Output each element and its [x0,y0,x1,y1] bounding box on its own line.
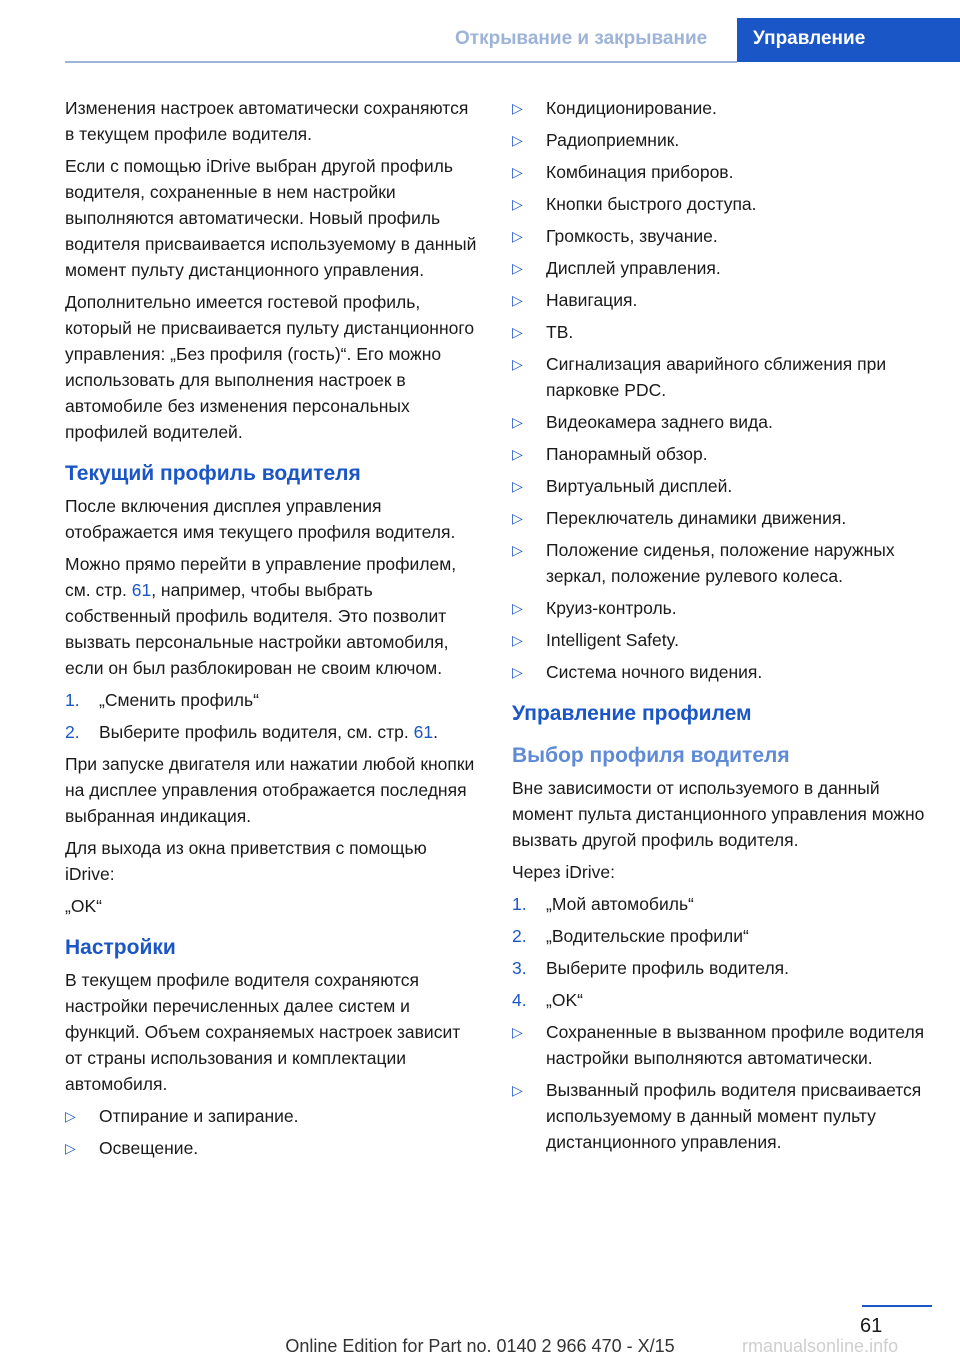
triangle-right-icon: ▷ [512,260,523,276]
list-item [512,505,932,531]
paragraph: Если с помощью iDrive выбран другой профиль водителя, сохраненные в нем настройки выполняются автоматически. Новый профиль водителя присваивается используемому в данный момент пульту дистанционного управления. [65,156,477,280]
bullet-text: Система ночного видения. [546,662,763,682]
list-item [65,719,477,745]
step-number: 3. [512,958,527,978]
text: Можно прямо перейти в управление профилем, см. стр. [65,554,457,600]
triangle-right-icon: ▷ [512,542,523,558]
list-item [512,319,932,345]
bullet-text: Отпирание и запирание. [99,1106,299,1126]
watermark: rmanualsonline.info [742,1336,899,1356]
triangle-right-icon: ▷ [512,510,523,526]
triangle-right-icon: ▷ [512,292,523,308]
list-item [512,595,932,621]
triangle-right-icon: ▷ [512,664,523,680]
step-text: „Сменить профиль“ [99,690,259,710]
step-number: 1. [512,894,527,914]
left-column [65,95,477,1167]
right-column [512,95,932,1161]
step-number: 2. [65,722,80,742]
heading-profile-management: Управление профилем [512,702,752,725]
triangle-right-icon: ▷ [512,132,523,148]
paragraph: „OK“ [65,896,102,916]
paragraph: После включения дисплея управления отображается имя текущего профиля водителя. [65,496,456,542]
bullet-text: Освещение. [99,1138,199,1158]
bullet-text: Вызванный профиль водителя присваивается используемому в данный момент пульту дистанционного управления. [546,1080,922,1152]
page-number: 61 [860,1315,883,1337]
list-item [512,955,932,981]
heading-select-profile: Выбор профиля водителя [512,744,790,767]
list-item [65,1135,477,1161]
bullet-text: Навигация. [546,290,638,310]
page-header [0,0,960,62]
header-rule [65,61,737,63]
triangle-right-icon: ▷ [65,1108,76,1124]
step-text: Выберите профиль водителя. [546,958,789,978]
triangle-right-icon: ▷ [512,1082,523,1098]
paragraph: В текущем профиле водителя сохраняются настройки перечисленных далее систем и функций. Объем сохраняемых настроек зависит от страны использования и комплектации автомобиля. [65,970,461,1094]
bullet-text: Переключатель динамики движения. [546,508,847,528]
paragraph: Изменения настроек автоматически сохраняются в текущем профиле водителя. [65,98,469,144]
page-reference-link[interactable]: 61 [131,580,152,600]
list-item [512,255,932,281]
bullet-text: Видеокамера заднего вида. [546,412,773,432]
step-number: 2. [512,926,527,946]
text: . [433,722,438,742]
triangle-right-icon: ▷ [512,478,523,494]
heading-current-profile: Текущий профиль водителя [65,462,361,485]
bullet-text: Виртуальный дисплей. [546,476,733,496]
list-item [512,409,932,435]
triangle-right-icon: ▷ [512,1024,523,1040]
paragraph [65,551,477,681]
list-item [512,127,932,153]
bullet-text: Intelligent Safety. [546,630,679,650]
list-item [512,223,932,249]
heading-settings: Настройки [65,936,176,959]
triangle-right-icon: ▷ [65,1140,76,1156]
page-reference-link[interactable]: 61 [413,722,434,742]
paragraph: При запуске двигателя или нажатии любой кнопки на дисплее управления отображается последняя выбранная индикация. [65,754,475,826]
paragraph: Вне зависимости от используемого в данный момент пульта дистанционного управления можно вызвать другой профиль водителя. [512,778,925,850]
list-item [512,473,932,499]
triangle-right-icon: ▷ [512,600,523,616]
triangle-right-icon: ▷ [512,414,523,430]
bullet-text: Панорамный обзор. [546,444,708,464]
triangle-right-icon: ▷ [512,164,523,180]
list-item [512,891,932,917]
triangle-right-icon: ▷ [512,356,523,372]
list-item [65,1103,477,1129]
list-item [512,441,932,467]
footer-edition: Online Edition for Part no. 0140 2 966 470 - X/15 [285,1336,675,1356]
bullet-text: Сохраненные в вызванном профиле водителя настройки выполняются автоматически. [546,1022,925,1068]
step-text: „OK“ [546,990,583,1010]
step-number: 4. [512,990,527,1010]
bullet-text: ТВ. [546,322,574,342]
list-item [512,627,932,653]
list-item [512,95,932,121]
bullet-text: Сигнализация аварийного сближения при парковке PDC. [546,354,887,400]
list-item [512,923,932,949]
text: , например, чтобы выбрать собственный профиль водителя. Это позволит вызвать персональные настройки автомобиля, если он был разблокирован не своим ключом. [65,580,449,678]
list-item [512,159,932,185]
list-item [512,987,932,1013]
paragraph: Дополнительно имеется гостевой профиль, который не присваивается пульту дистанционного управления: „Без профиля (гость)“. Его можно использовать для выполнения настроек в автомобиле без изменения персональных профилей водителей. [65,292,475,442]
bullet-text: Комбинация приборов. [546,162,734,182]
bullet-text: Дисплей управления. [546,258,721,278]
step-text: „Водительские профили“ [546,926,749,946]
triangle-right-icon: ▷ [512,100,523,116]
step-text: „Мой автомобиль“ [546,894,694,914]
header-chapter-tab: Управление [737,18,960,62]
list-item [512,287,932,313]
step-number: 1. [65,690,80,710]
paragraph: Через iDrive: [512,862,615,882]
list-item [512,191,932,217]
list-item [65,687,477,713]
step-text: Выберите профиль водителя, см. стр. [99,722,414,742]
triangle-right-icon: ▷ [512,324,523,340]
triangle-right-icon: ▷ [512,228,523,244]
list-item [512,537,932,589]
bullet-text: Кнопки быстрого доступа. [546,194,757,214]
bullet-text: Громкость, звучание. [546,226,718,246]
list-item [512,659,932,685]
list-item [512,351,932,403]
bullet-text: Круиз-контроль. [546,598,677,618]
bullet-text: Радиоприемник. [546,130,680,150]
bullet-text: Кондиционирование. [546,98,717,118]
triangle-right-icon: ▷ [512,632,523,648]
bullet-text: Положение сиденья, положение наружных зеркал, положение рулевого колеса. [546,540,895,586]
footer-rule [862,1305,932,1307]
list-item [512,1019,932,1071]
paragraph: Для выхода из окна приветствия с помощью iDrive: [65,838,427,884]
list-item [512,1077,932,1155]
triangle-right-icon: ▷ [512,446,523,462]
triangle-right-icon: ▷ [512,196,523,212]
header-section-title: Открывание и закрывание [455,28,708,49]
